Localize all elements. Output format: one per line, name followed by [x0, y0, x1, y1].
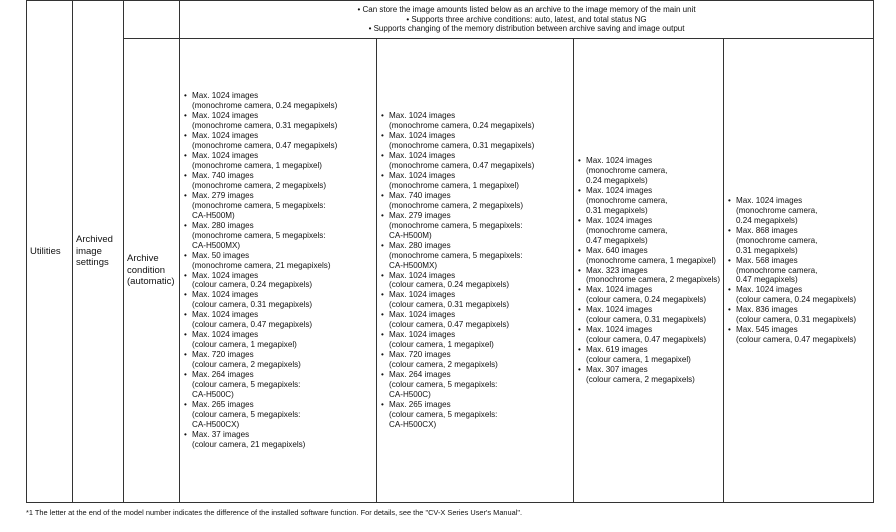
blank-cell — [124, 1, 180, 39]
capacity-text: (monochrome camera, 5 megapixels: — [389, 250, 523, 260]
capacity-text: (colour camera, 0.47 megapixels) — [736, 335, 857, 345]
capacity-text: • Max. 1024 images — [736, 285, 803, 295]
capacity-text: • Max. 1024 images — [586, 325, 653, 335]
capacity-text: • Max. 50 images — [192, 250, 250, 260]
capacity-text: • Max. 1024 images — [389, 330, 456, 340]
capacity-text: • Max. 720 images — [192, 350, 254, 360]
summary-line: • Supports changing of the memory distribution between archive saving and image output — [368, 24, 685, 34]
capacity-text: (colour camera, 0.24 megapixels) — [192, 280, 313, 290]
capacity-item — [184, 191, 374, 221]
model-column-3 — [574, 39, 724, 503]
capacity-item — [381, 310, 571, 330]
capacity-text: (colour camera, 0.31 megapixels) — [736, 315, 857, 325]
capacity-text: (colour camera, 1 megapixel) — [586, 355, 691, 365]
capacity-text: (monochrome camera, 0.24 megapixels) — [389, 121, 535, 131]
capacity-text: CA-H500M) — [192, 210, 235, 220]
capacity-text: • Max. 1024 images — [389, 131, 456, 141]
capacity-text: (colour camera, 5 megapixels: — [389, 409, 498, 419]
capacity-text: (colour camera, 2 megapixels) — [389, 360, 498, 370]
capacity-text: • Max. 1024 images — [192, 131, 259, 141]
capacity-text: • Max. 868 images — [736, 225, 798, 235]
capacity-text: • Max. 640 images — [586, 245, 648, 255]
capacity-text: • Max. 1024 images — [389, 170, 456, 180]
summary-line: • Supports three archive conditions: auto, latest, and total status NG — [406, 14, 647, 24]
capacity-item — [184, 271, 374, 291]
capacity-item — [728, 256, 871, 286]
capacity-item — [184, 251, 374, 271]
capacity-text: (monochrome camera, 5 megapixels: — [192, 200, 326, 210]
capacity-text: 0.31 megapixels) — [586, 205, 648, 215]
model-column-2 — [377, 39, 574, 503]
capacity-item — [381, 131, 571, 151]
capacity-text: • Max. 1024 images — [192, 151, 259, 161]
capacity-text: • Max. 323 images — [586, 265, 648, 275]
capacity-text: CA-H500MX) — [389, 260, 438, 270]
capacity-text: • Max. 1024 images — [586, 305, 653, 315]
footnote: *1 The letter at the end of the model number indicates the difference of the installed software function. For details, see the "CV-X Series User's Manual". — [26, 508, 523, 517]
capacity-text: (monochrome camera, 0.31 megapixels) — [192, 121, 338, 131]
capacity-item — [184, 310, 374, 330]
capacity-list — [578, 156, 721, 385]
capacity-item — [184, 330, 374, 350]
capacity-item — [381, 350, 571, 370]
capacity-text: • Max. 265 images — [389, 399, 451, 409]
capacity-text: (colour camera, 0.31 megapixels) — [192, 300, 313, 310]
capacity-text: (monochrome camera, 2 megapixels) — [586, 275, 721, 285]
subcategory-label: Archived image settings — [76, 234, 113, 269]
capacity-text: (colour camera, 2 megapixels) — [192, 360, 301, 370]
capacity-text: • Max. 279 images — [192, 190, 254, 200]
capacity-text: 0.24 megapixels) — [586, 175, 648, 185]
capacity-text: (colour camera, 21 megapixels) — [192, 439, 306, 449]
capacity-item — [381, 111, 571, 131]
capacity-text: 0.31 megapixels) — [736, 245, 798, 255]
capacity-text: • Max. 1024 images — [586, 285, 653, 295]
capacity-text: (colour camera, 5 megapixels: — [192, 379, 301, 389]
capacity-text: CA-H500MX) — [192, 240, 241, 250]
capacity-item — [381, 271, 571, 291]
capacity-text: (colour camera, 5 megapixels: — [389, 379, 498, 389]
capacity-item — [578, 305, 721, 325]
capacity-item — [728, 285, 871, 305]
capacity-text: (monochrome camera, — [586, 165, 668, 175]
capacity-item — [728, 305, 871, 325]
capacity-text: • Max. 1024 images — [192, 290, 259, 300]
capacity-item — [184, 171, 374, 191]
capacity-text: (colour camera, 0.47 megapixels) — [389, 320, 510, 330]
capacity-text: • Max. 265 images — [192, 399, 254, 409]
capacity-text: (monochrome camera, 1 megapixel) — [586, 255, 717, 265]
capacity-text: (monochrome camera, 5 megapixels: — [192, 230, 326, 240]
capacity-item — [184, 111, 374, 131]
capacity-item — [578, 345, 721, 365]
capacity-text: (monochrome camera, 5 megapixels: — [389, 220, 523, 230]
capacity-item — [184, 91, 374, 111]
capacity-item — [728, 325, 871, 345]
capacity-item — [578, 365, 721, 385]
subcategory-cell — [73, 1, 124, 503]
capacity-item — [184, 370, 374, 400]
capacity-item — [184, 151, 374, 171]
capacity-item — [381, 241, 571, 271]
capacity-text: • Max. 37 images — [192, 429, 250, 439]
capacity-text: 0.47 megapixels) — [586, 235, 648, 245]
capacity-text: (colour camera, 0.47 megapixels) — [586, 335, 707, 345]
capacity-text: (monochrome camera, 0.24 megapixels) — [192, 101, 338, 111]
capacity-item — [578, 266, 721, 286]
capacity-text: (monochrome camera, — [736, 205, 818, 215]
capacity-text: (monochrome camera, 21 megapixels) — [192, 260, 331, 270]
capacity-text: • Max. 720 images — [389, 350, 451, 360]
capacity-text: (monochrome camera, 2 megapixels) — [389, 200, 524, 210]
capacity-item — [728, 226, 871, 256]
capacity-item — [381, 370, 571, 400]
condition-label: Archive condition (automatic) — [127, 253, 175, 288]
capacity-text: (colour camera, 0.47 megapixels) — [192, 320, 313, 330]
capacity-text: • Max. 280 images — [192, 220, 254, 230]
summary-header — [180, 1, 874, 39]
capacity-text: • Max. 279 images — [389, 210, 451, 220]
capacity-text: (monochrome camera, — [736, 235, 818, 245]
capacity-text: • Max. 1024 images — [192, 330, 259, 340]
capacity-text: • Max. 264 images — [192, 370, 254, 380]
capacity-text: CA-H500M) — [389, 230, 432, 240]
capacity-text: • Max. 740 images — [389, 190, 451, 200]
capacity-text: • Max. 740 images — [192, 170, 254, 180]
category-label: Utilities — [30, 245, 61, 257]
capacity-text: (monochrome camera, 1 megapixel) — [192, 161, 323, 171]
capacity-item — [578, 325, 721, 345]
capacity-text: • Max. 836 images — [736, 305, 798, 315]
capacity-text: (colour camera, 2 megapixels) — [586, 375, 695, 384]
capacity-item — [184, 350, 374, 370]
capacity-text: CA-H500C) — [192, 389, 234, 399]
capacity-text: 0.24 megapixels) — [736, 215, 798, 225]
condition-cell — [124, 39, 180, 503]
capacity-text: • Max. 1024 images — [389, 270, 456, 280]
capacity-item — [578, 246, 721, 266]
capacity-text: • Max. 1024 images — [389, 290, 456, 300]
capacity-item — [578, 156, 721, 186]
capacity-text: • Max. 1024 images — [192, 310, 259, 320]
capacity-text: • Max. 1024 images — [389, 310, 456, 320]
capacity-text: • Max. 619 images — [586, 345, 648, 355]
summary-line: • Can store the image amounts listed below as an archive to the image memory of the main unit — [357, 5, 696, 15]
model-column-4 — [724, 39, 874, 503]
capacity-item — [184, 131, 374, 151]
capacity-text: (monochrome camera, 2 megapixels) — [192, 180, 327, 190]
capacity-list — [184, 91, 374, 449]
capacity-text: (colour camera, 0.24 megapixels) — [736, 295, 857, 305]
capacity-item — [728, 196, 871, 226]
capacity-text: • Max. 1024 images — [192, 111, 259, 121]
capacity-item — [184, 290, 374, 310]
capacity-text: CA-H500CX) — [389, 419, 437, 429]
capacity-item — [184, 400, 374, 430]
capacity-item — [381, 400, 571, 430]
capacity-item — [184, 430, 374, 450]
capacity-text: • Max. 1024 images — [586, 185, 653, 195]
capacity-text: 0.47 megapixels) — [736, 275, 798, 285]
capacity-text: • Max. 1024 images — [736, 195, 803, 205]
category-cell — [27, 1, 73, 503]
capacity-text: (monochrome camera, — [586, 195, 668, 205]
capacity-text: (colour camera, 0.31 megapixels) — [389, 300, 510, 310]
capacity-text: • Max. 1024 images — [389, 151, 456, 161]
capacity-text: • Max. 307 images — [586, 365, 648, 375]
capacity-text: • Max. 568 images — [736, 255, 798, 265]
capacity-item — [381, 171, 571, 191]
capacity-text: (monochrome camera, — [586, 225, 668, 235]
spec-table — [26, 0, 874, 503]
capacity-item — [578, 285, 721, 305]
capacity-list — [728, 196, 871, 345]
capacity-text: (colour camera, 0.24 megapixels) — [389, 280, 510, 290]
capacity-text: • Max. 1024 images — [192, 270, 259, 280]
capacity-text: (monochrome camera, 0.47 megapixels) — [389, 161, 535, 171]
capacity-item — [578, 186, 721, 216]
capacity-text: (colour camera, 0.24 megapixels) — [586, 295, 707, 305]
capacity-item — [184, 221, 374, 251]
model-column-1 — [180, 39, 377, 503]
capacity-text: • Max. 1024 images — [192, 91, 259, 101]
capacity-text: • Max. 280 images — [389, 240, 451, 250]
capacity-text: (colour camera, 1 megapixel) — [389, 340, 494, 350]
capacity-text: (monochrome camera, 0.47 megapixels) — [192, 141, 338, 151]
capacity-text: (colour camera, 1 megapixel) — [192, 340, 297, 350]
capacity-text: (monochrome camera, 1 megapixel) — [389, 180, 520, 190]
capacity-text: CA-H500CX) — [192, 419, 240, 429]
capacity-item — [381, 191, 571, 211]
capacity-item — [381, 151, 571, 171]
capacity-text: (colour camera, 5 megapixels: — [192, 409, 301, 419]
capacity-text: CA-H500C) — [389, 389, 431, 399]
capacity-text: (monochrome camera, 0.31 megapixels) — [389, 141, 535, 151]
capacity-text: • Max. 545 images — [736, 325, 798, 335]
capacity-text: (colour camera, 0.31 megapixels) — [586, 315, 707, 325]
capacity-text: • Max. 1024 images — [586, 156, 653, 166]
capacity-text: • Max. 264 images — [389, 370, 451, 380]
capacity-item — [381, 290, 571, 310]
capacity-text: (monochrome camera, — [736, 265, 818, 275]
capacity-item — [578, 216, 721, 246]
capacity-text: • Max. 1024 images — [586, 215, 653, 225]
capacity-item — [381, 330, 571, 350]
capacity-item — [381, 211, 571, 241]
capacity-text: • Max. 1024 images — [389, 111, 456, 121]
capacity-list — [381, 111, 571, 430]
